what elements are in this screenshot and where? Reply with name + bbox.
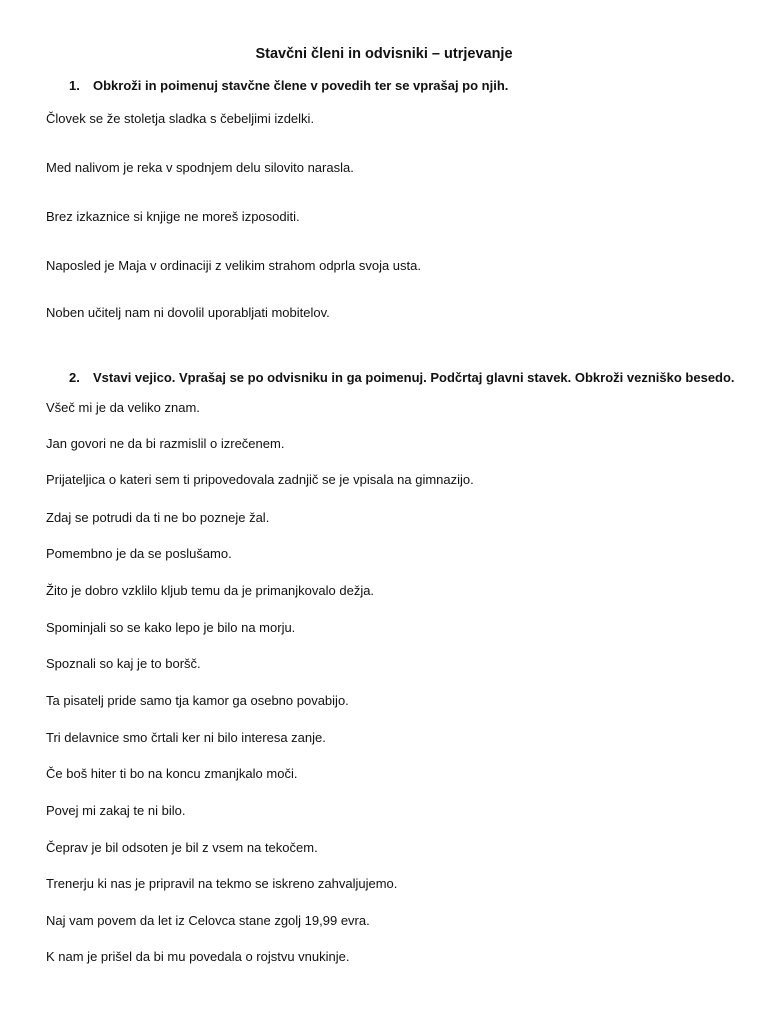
task-2-sentence: Tri delavnice smo črtali ker ni bilo interesa zanje. (46, 730, 326, 745)
task-1-sentence: Naposled je Maja v ordinaciji z velikim strahom odprla svoja usta. (46, 258, 421, 273)
task-2-sentence: Pomembno je da se poslušamo. (46, 546, 232, 561)
task-2-sentence: Če boš hiter ti bo na koncu zmanjkalo moči. (46, 766, 298, 781)
task-2-sentence: K nam je prišel da bi mu povedala o rojstvu vnukinje. (46, 949, 350, 964)
task-1-text: Obkroži in poimenuj stavčne člene v povedih ter se vprašaj po njih. (93, 78, 509, 93)
task-1-instruction (69, 77, 508, 95)
task-2-text: Vstavi vejico. Vprašaj se po odvisniku in ga poimenuj. Podčrtaj glavni stavek. Obkroži vezniško besedo. (93, 370, 735, 385)
task-2-sentence: Čeprav je bil odsoten je bil z vsem na tekočem. (46, 840, 318, 855)
task-2-sentence: Naj vam povem da let iz Celovca stane zgolj 19,99 evra. (46, 913, 370, 928)
task-2-sentence: Ta pisatelj pride samo tja kamor ga osebno povabijo. (46, 693, 349, 708)
task-1-sentence: Med nalivom je reka v spodnjem delu silovito narasla. (46, 160, 354, 175)
task-2-instruction (69, 369, 735, 387)
task-2-sentence: Žito je dobro vzklilo kljub temu da je primanjkovalo dežja. (46, 583, 375, 598)
task-1-sentence: Brez izkaznice si knjige ne moreš izposoditi. (46, 209, 300, 224)
task-2-number: 2. (69, 370, 80, 385)
task-2-sentence: Spoznali so kaj je to boršč. (46, 656, 201, 671)
task-1-sentence: Človek se že stoletja sladka s čebeljimi izdelki. (46, 111, 315, 126)
task-2-sentence: Trenerju ki nas je pripravil na tekmo se iskreno zahvaljujemo. (46, 876, 398, 891)
task-2-sentence: Jan govori ne da bi razmislil o izrečenem. (46, 436, 285, 451)
task-2-sentence: Spominjali so se kako lepo je bilo na morju. (46, 620, 296, 635)
document-title: Stavčni členi in odvisniki – utrjevanje (255, 46, 513, 62)
task-1-sentence: Noben učitelj nam ni dovolil uporabljati mobitelov. (46, 305, 330, 320)
task-2-sentence: Povej mi zakaj te ni bilo. (46, 803, 186, 818)
task-2-sentence: Prijateljica o kateri sem ti pripovedovala zadnjič se je vpisala na gimnazijo. (46, 472, 474, 487)
task-2-sentence: Zdaj se potrudi da ti ne bo pozneje žal. (46, 510, 270, 525)
task-1-number: 1. (69, 78, 80, 93)
task-2-sentence: Všeč mi je da veliko znam. (46, 400, 200, 415)
